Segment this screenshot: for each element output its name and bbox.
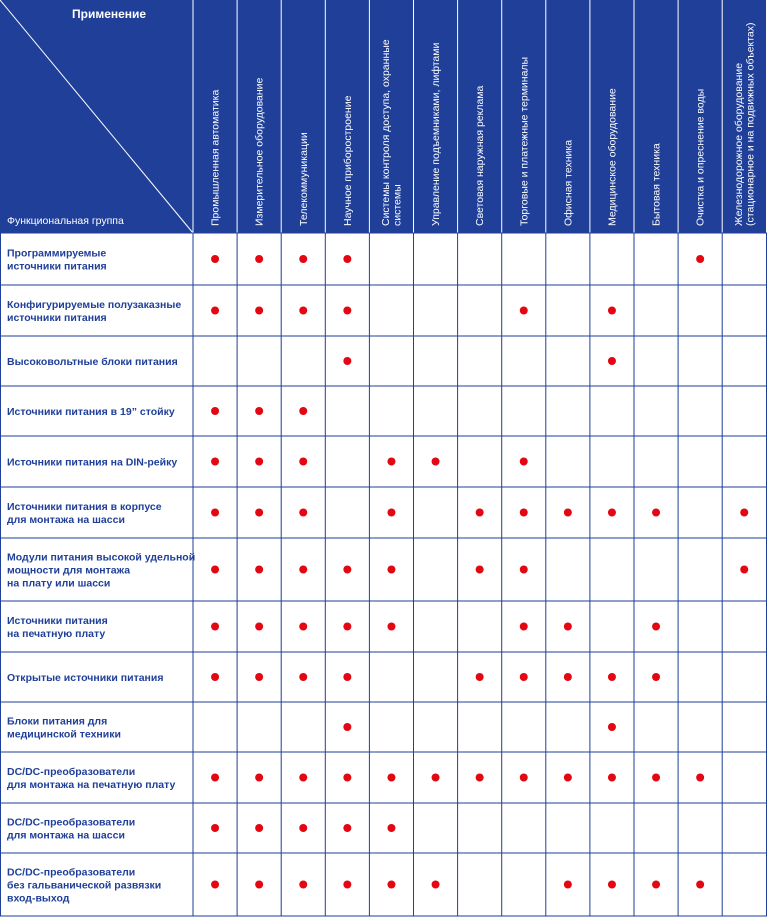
column-header-label: Телекоммуникации [297,132,310,226]
column-header-label: Очистка и опреснение воды [694,88,707,226]
application-dot [211,509,219,517]
application-dot [608,723,616,731]
application-dot [520,566,528,574]
application-dot [255,881,263,889]
row-label: для монтажа на печатную плату [7,779,176,791]
row-label: для монтажа на шасси [7,829,125,842]
application-dot [299,407,307,415]
application-dot [652,673,660,681]
application-dot [387,774,395,782]
row-label: Программируемые [7,247,107,260]
row-label: на печатную плату [7,628,106,640]
application-dot [299,673,307,681]
application-dot [608,881,616,889]
row-label: источники питания [7,260,107,273]
application-dot [387,623,395,631]
row-label: DC/DC-преобразователи [7,866,136,879]
application-dot [255,673,263,681]
application-dot [299,509,307,517]
row-label: DC/DC-преобразователи [7,816,136,829]
application-dot [211,255,219,263]
application-dot [255,458,263,466]
application-dot [608,357,616,365]
column-header-label: Управление подъемниками, лифтами [430,42,443,226]
table-row [7,501,748,526]
row-label: вход-выход [7,892,70,905]
row-label: медицинской техники [7,728,121,741]
table-row [7,672,660,684]
application-dot [520,623,528,631]
application-dot [255,307,263,315]
application-dot [564,623,572,631]
application-dot [476,566,484,574]
application-dot [608,307,616,315]
table-row [7,817,395,842]
row-label: источники питания [7,312,107,324]
application-dot [652,774,660,782]
application-dot [432,881,440,889]
application-dot [343,623,351,631]
application-dot [476,673,484,681]
application-dot [740,509,748,517]
application-dot [211,307,219,315]
corner-label-functional-group: Функциональная группа [7,215,124,227]
row-label: Источники питания на DIN-рейку [7,456,178,469]
application-dot [387,566,395,574]
table-row [7,406,307,418]
application-dot [343,255,351,263]
row-label: мощности для монтажа [7,564,131,577]
column-header-label: Железнодорожное оборудование [733,62,745,226]
application-dot [211,774,219,782]
application-dot [520,509,528,517]
application-dot [343,774,351,782]
column-header-label: Измерительное оборудование [253,77,266,226]
row-label: Высоковольтные блоки питания [7,356,178,368]
application-dot [520,774,528,782]
application-dot [343,307,351,315]
application-dot [211,566,219,574]
application-dot [299,623,307,631]
application-dot [255,407,263,415]
table-row [7,867,704,905]
application-dot [387,458,395,466]
application-dot [387,881,395,889]
application-dot [564,673,572,681]
application-dot [696,255,704,263]
row-label: Источники питания [7,615,108,627]
application-dot [476,774,484,782]
row-label: Открытые источники питания [7,672,164,684]
column-header-label: Торговые и платежные терминалы [518,56,531,226]
row-label: Конфигурируемые полузаказные [7,299,182,311]
application-dot [343,723,351,731]
column-header-label: Научное приборостроение [341,95,354,226]
application-dot [387,824,395,832]
column-header-label: Офисная техника [562,139,575,226]
application-dot [520,673,528,681]
application-dot [608,673,616,681]
column-header-label: Медицинское оборудование [606,88,619,226]
application-dot [211,824,219,832]
application-dot [343,824,351,832]
column-header-label: Промышленная автоматика [209,89,222,226]
application-dot [255,509,263,517]
application-dot [652,509,660,517]
row-label: без гальванической развязки [7,879,162,892]
application-dot [255,824,263,832]
table-row [7,248,704,273]
application-dot [211,673,219,681]
application-dot [343,673,351,681]
table-rows [7,248,748,905]
application-dot [652,881,660,889]
application-dot [255,623,263,631]
application-dot [564,881,572,889]
row-label: для монтажа на шасси [7,514,125,526]
table-row [7,615,660,640]
application-dot [564,509,572,517]
row-label: Источники питания в корпусе [7,501,162,513]
application-dot [564,774,572,782]
row-label: DC/DC-преобразователи [7,766,136,778]
table-row [7,716,616,741]
application-dot [299,774,307,782]
row-label: Источники питания в 19” стойку [7,406,175,418]
row-label: Блоки питания для [7,715,108,728]
application-dot [299,255,307,263]
application-dot [696,774,704,782]
application-dot [211,458,219,466]
application-dot [255,255,263,263]
application-dot [740,566,748,574]
application-dot [343,566,351,574]
application-dot [520,458,528,466]
application-dot [211,623,219,631]
application-dot [608,774,616,782]
application-dot [343,357,351,365]
application-dot [432,774,440,782]
application-dot [299,824,307,832]
application-dot [211,407,219,415]
column-header-label: Системы контроля доступа, охранные [380,39,393,226]
row-label: на плату или шасси [7,577,111,590]
table-row [7,766,704,791]
row-label: Модули питания высокой удельной [7,551,196,564]
application-dot [387,509,395,517]
application-dot [255,774,263,782]
table-row [7,552,748,590]
application-dot [608,509,616,517]
table-row [7,457,528,469]
column-header-label: (стационарное и на подвижных объектах) [744,22,757,226]
application-dot [432,458,440,466]
table-row [7,299,616,324]
application-dot [476,509,484,517]
application-dot [520,307,528,315]
corner-label-application: Применение [72,7,147,21]
application-dot [211,881,219,889]
application-dot [299,566,307,574]
application-dot [299,307,307,315]
application-dot [343,881,351,889]
column-header-label: Бытовая техника [650,143,663,226]
column-header-label: Световая наружная реклама [474,85,487,226]
application-dot [299,458,307,466]
table-row [7,356,616,368]
column-header-label: системы [391,184,404,226]
application-dot [696,881,704,889]
application-dot [255,566,263,574]
application-dot [299,881,307,889]
application-dot [652,623,660,631]
